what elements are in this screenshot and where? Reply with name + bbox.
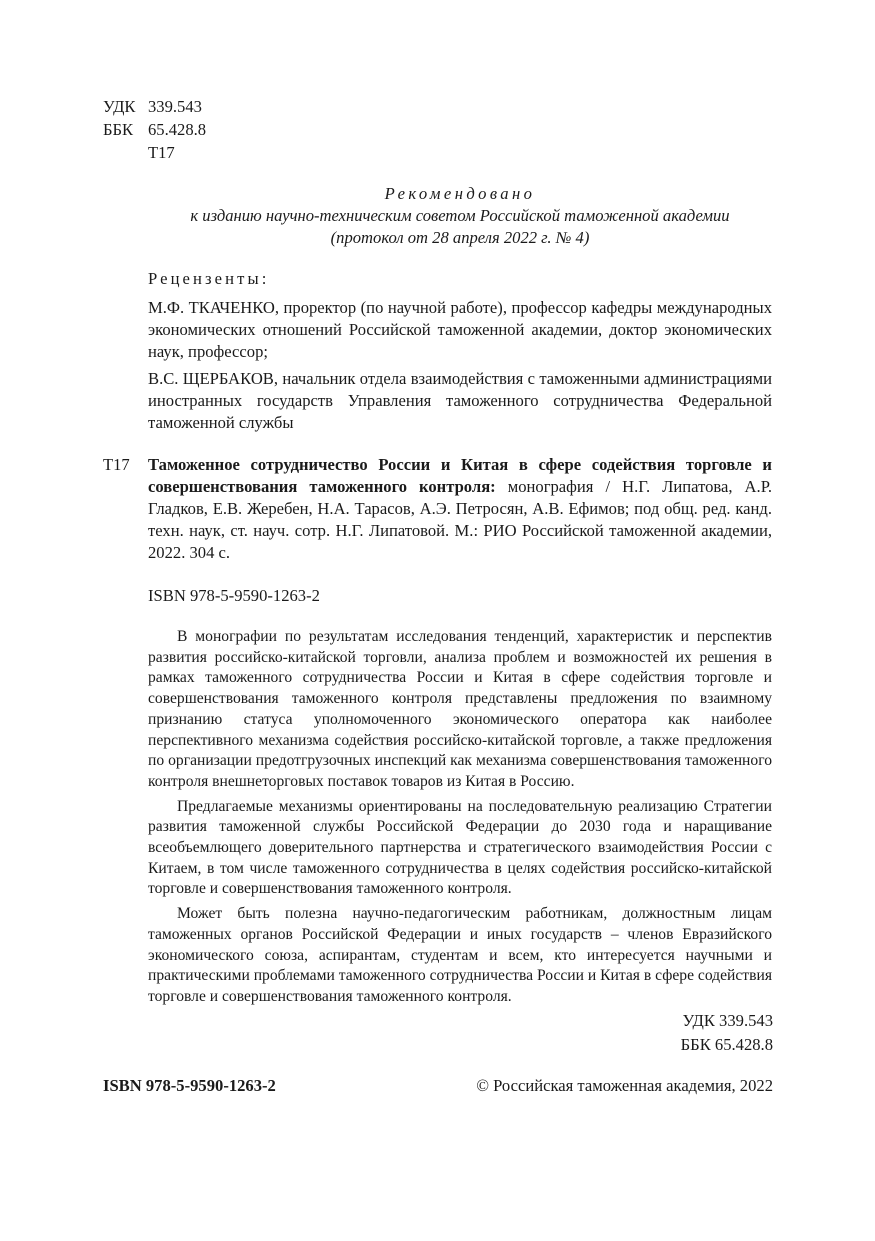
udk-value: 339.543 bbox=[148, 97, 202, 116]
bbk-row bbox=[103, 119, 206, 142]
abstract-paragraph-2: Предлагаемые механизмы ориентированы на последовательную реализацию Стратегии развития таможенной службы Российской Федерации до 2030 года и наращивание всеобъемлющего доверительного партнерства и стратегического взаимодействия России с Китаем, в том числе таможенного сотрудничества в целях содействия российско-китайской торговле и совершенствования таможенного контроля. bbox=[148, 797, 772, 898]
recommendation-block bbox=[150, 183, 770, 249]
author-mark-row bbox=[103, 142, 206, 165]
abstract-paragraph-1: В монографии по результатам исследования тенденций, характеристик и перспектив развития российско-китайской торговли, анализа проблем и возможностей их решения в рамках таможенного сотрудничества России и Китая в сфере содействия торговле и совершенствования таможенного контроля представлены предложения по взаимному признанию статуса уполномоченного экономического оператора как наиболее перспективного механизма содействия российско-китайской торговле, а также предложения по организации предотгрузочных инспекций как механизма совершенствования таможенного контроля внешнеторговых поставок товаров из Китая в Россию. bbox=[148, 628, 772, 790]
bottom-codes bbox=[560, 1010, 773, 1058]
reviewers-label: Рецензенты: bbox=[148, 269, 270, 288]
record-mark: Т17 bbox=[103, 455, 130, 474]
udk-row bbox=[103, 96, 206, 119]
reviewer-1: М.Ф. ТКАЧЕНКО, проректор (по научной работе), профессор кафедры международных экономических отношений Российской таможенной академии, доктор экономических наук, профессор; bbox=[148, 298, 772, 361]
isbn: ISBN 978-5-9590-1263-2 bbox=[148, 586, 320, 605]
recommendation-line-1: к изданию научно-техническим советом Российской таможенной академии bbox=[190, 206, 730, 225]
recommendation-heading: Рекомендовано bbox=[384, 184, 536, 203]
abstract-paragraph-3: Может быть полезна научно-педагогическим работникам, должностным лицам таможенных органов Российской Федерации и иных государств – членов Евразийского экономического союза, аспирантам, студентам и всем, кто интересуется научными и практическими проблемами таможенного сотрудничества России и Китая в сфере содействия торговле и совершенствования таможенного контроля. bbox=[148, 905, 772, 1005]
author-mark: Т17 bbox=[148, 143, 175, 162]
record-title: Таможенное сотрудничество России и Китая в сфере содействия торговле и совершенствования таможенного контроля: bbox=[148, 455, 772, 496]
reviewer-2: В.С. ЩЕРБАКОВ, начальник отдела взаимодействия с таможенными администрациями иностранных государств Управления таможенного сотрудничества Федеральной таможенной службы bbox=[148, 369, 772, 432]
bottom-bbk: ББК 65.428.8 bbox=[680, 1035, 773, 1054]
footer-isbn: ISBN 978-5-9590-1263-2 bbox=[103, 1076, 276, 1095]
copyright: © Российская таможенная академия, 2022 bbox=[476, 1076, 773, 1095]
recommendation-line-2: (протокол от 28 апреля 2022 г. № 4) bbox=[330, 228, 590, 247]
bbk-label: ББК bbox=[103, 120, 134, 139]
bottom-udk: УДК 339.543 bbox=[682, 1011, 773, 1030]
bibliographic-record bbox=[148, 454, 772, 564]
classification-codes bbox=[103, 96, 206, 165]
record-details: монография / Н.Г. Липатова, А.Р. Гладков, Е.В. Жеребен, Н.А. Тарасов, А.Э. Петросян, А.В. Ефимов; под общ. ред. канд. техн. наук, ст. науч. сотр. Н.Г. Липатовой. М.: РИО Российской таможенной академии, 2022. 304 с. bbox=[148, 477, 772, 562]
udk-label: УДК bbox=[103, 97, 136, 116]
bbk-value: 65.428.8 bbox=[148, 120, 207, 139]
abstract bbox=[148, 627, 772, 1012]
